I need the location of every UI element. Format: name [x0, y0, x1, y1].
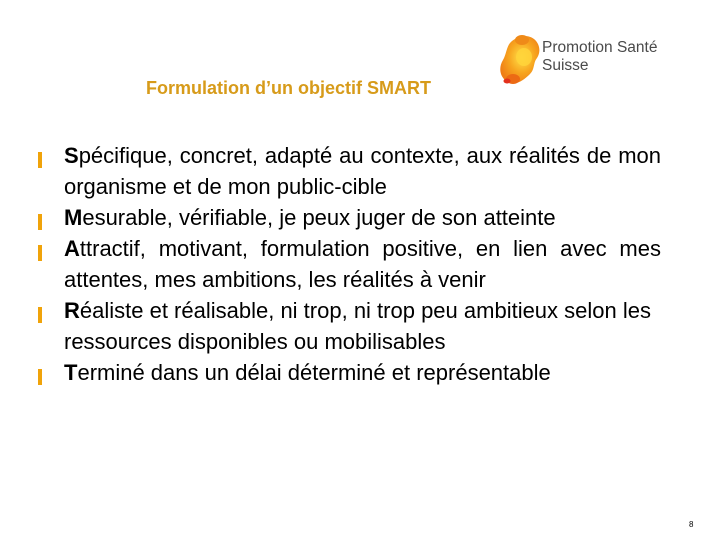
bullet-marker-icon [38, 369, 42, 385]
logo-line-1: Promotion Santé [542, 39, 658, 56]
list-item-initial: S [64, 143, 79, 168]
list-item-text [64, 140, 661, 202]
list-item-specifique [38, 140, 661, 202]
logo-text [542, 39, 657, 75]
list-item-text [64, 233, 661, 295]
list-item-initial: A [64, 236, 80, 261]
logo-line-2: Suisse [542, 57, 589, 74]
list-item-text [64, 295, 661, 357]
list-item-rest: éaliste et réalisable, ni trop, ni trop peu ambitieux selon les ressources disponibles ou mobilisables [64, 298, 651, 354]
logo [494, 30, 684, 90]
list-item-initial: M [64, 205, 83, 230]
list-item-rest: esurable, vérifiable, je peux juger de son atteinte [82, 205, 556, 230]
list-item-initial: T [64, 360, 78, 385]
slide-title: Formulation d’un objectif SMART [146, 78, 431, 98]
page-number: 8 [689, 520, 694, 529]
bullet-marker-icon [38, 307, 42, 323]
list-item-mesurable [38, 202, 661, 233]
logo-flame-icon [494, 30, 546, 86]
list-item-attractif [38, 233, 661, 295]
list-item-initial: R [64, 298, 80, 323]
list-item-rest: erminé dans un délai déterminé et représentable [77, 360, 551, 385]
list-item-rest: ttractif, motivant, formulation positive, en lien avec mes attentes, mes ambitions, les réalités à venir [64, 236, 661, 292]
list-item-realiste [38, 295, 661, 357]
bullet-marker-icon [38, 152, 42, 168]
list-item-rest: pécifique, concret, adapté au contexte, aux réalités de mon organisme et de mon public-cible [64, 143, 661, 199]
list-item-termine [38, 357, 661, 388]
list-item-text [64, 202, 661, 233]
bullet-marker-icon [38, 214, 42, 230]
bullet-marker-icon [38, 245, 42, 261]
list-item-text [64, 357, 661, 388]
smart-criteria-list [38, 140, 661, 388]
